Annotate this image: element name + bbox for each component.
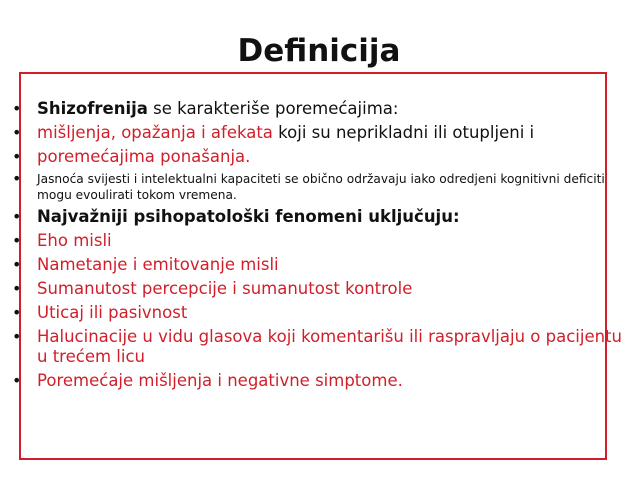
bullet-list — [10, 99, 630, 395]
bullet-text: Uticaj ili pasivnost — [37, 303, 188, 322]
bullet-item — [10, 279, 630, 299]
bullet-item — [10, 123, 630, 143]
bullet-item — [10, 147, 630, 167]
bullet-dot-icon: • — [12, 303, 22, 322]
bullet-dot-icon: • — [12, 327, 22, 346]
bullet-text: koji su neprikladni ili otupljeni i — [272, 123, 535, 142]
bullet-text: mišljenja, opažanja i afekata — [37, 123, 273, 142]
bullet-text: Poremećaje mišljenja i negativne simptome. — [37, 371, 403, 390]
bullet-text: Shizofrenija — [37, 99, 148, 118]
bullet-dot-icon: • — [12, 169, 22, 188]
bullet-text: se karakteriše poremećajima: — [147, 99, 399, 118]
bullet-dot-icon: • — [12, 255, 22, 274]
bullet-item — [10, 171, 630, 203]
bullet-item — [10, 255, 630, 275]
bullet-dot-icon: • — [12, 123, 22, 142]
bullet-dot-icon: • — [12, 147, 22, 166]
bullet-item — [10, 371, 630, 391]
bullet-dot-icon: • — [12, 99, 22, 118]
bullet-dot-icon: • — [12, 231, 22, 250]
bullet-dot-icon: • — [12, 371, 22, 390]
bullet-text: Eho misli — [37, 231, 112, 250]
bullet-item — [10, 327, 630, 367]
slide-title: Definicija — [237, 33, 401, 69]
bullet-dot-icon: • — [12, 279, 22, 298]
bullet-text: Jasnoća svijesti i intelektualni kapaciteti se obično održavaju iako odredjeni kognitivni deficiti mogu evoulirati tokom vremena. — [37, 172, 605, 202]
bullet-dot-icon: • — [12, 207, 22, 226]
bullet-item — [10, 231, 630, 251]
bullet-item — [10, 99, 630, 119]
bullet-item — [10, 207, 630, 227]
bullet-text: Najvažniji psihopatološki fenomeni uključuju: — [37, 207, 460, 226]
bullet-text: Nametanje i emitovanje misli — [37, 255, 279, 274]
bullet-text: poremećajima ponašanja. — [37, 147, 251, 166]
bullet-item — [10, 303, 630, 323]
bullet-text: Sumanutost percepcije i sumanutost kontrole — [37, 279, 413, 298]
bullet-text: Halucinacije u vidu glasova koji komentarišu ili raspravljaju o pacijentu u trećem licu — [37, 327, 622, 366]
